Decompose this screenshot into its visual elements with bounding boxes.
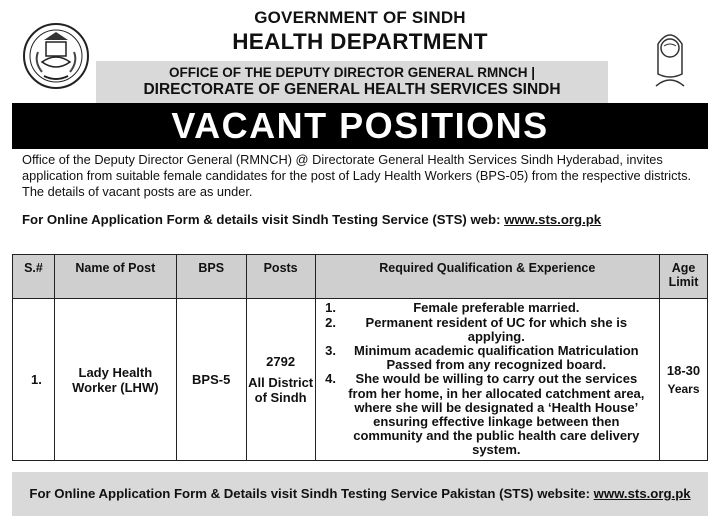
table-header-row (13, 255, 708, 299)
header-post: Name of Post (54, 255, 176, 299)
post-name-line-2: Worker (LHW) (72, 379, 159, 395)
header-bps: BPS (176, 255, 246, 299)
cell-bps: BPS-5 (176, 299, 246, 461)
list-item: 1. Female preferable married. (340, 301, 653, 315)
posts-line-1: All District (248, 375, 314, 390)
age-range: 18-30 (666, 363, 701, 378)
cell-post (54, 299, 176, 461)
online-application-note (22, 212, 712, 227)
post-name-line-1: Lady Health (78, 364, 153, 380)
footer-band (12, 472, 708, 516)
office-band (96, 61, 608, 103)
table-row (13, 299, 708, 461)
department-title: HEALTH DEPARTMENT (232, 29, 488, 54)
government-title: GOVERNMENT OF SINDH (254, 8, 466, 27)
posts-line-2: of Sindh (254, 390, 307, 405)
vacant-positions-banner: VACANT POSITIONS (12, 103, 708, 149)
cell-posts (246, 299, 315, 461)
list-item: 4. She would be willing to carry out the services from her home, in her allocated catchment area, where she will be designated a ‘Health House’ ensuring effective linkage between then community and the public health care delivery system. (340, 372, 653, 457)
sts-website-link[interactable]: www.sts.org.pk (504, 212, 602, 227)
footer-sts-link[interactable]: www.sts.org.pk (593, 486, 691, 501)
header-sno: S.# (13, 255, 55, 299)
cell-sno: 1. (13, 299, 55, 461)
age-unit: Years (667, 382, 700, 396)
vacancy-table (12, 254, 708, 461)
list-item: 3. Minimum academic qualification Matriculation Passed from any recognized board. (340, 344, 653, 372)
office-line-2: DIRECTORATE OF GENERAL HEALTH SERVICES SINDH (143, 81, 561, 98)
online-note-text: For Online Application Form & details visit Sindh Testing Service (STS) web: (22, 212, 505, 227)
list-item: 2. Permanent resident of UC for which she is applying. (340, 316, 653, 344)
cell-qualification (315, 299, 659, 461)
header-posts: Posts (246, 255, 315, 299)
footer-text: For Online Application Form & Details visit Sindh Testing Service Pakistan (STS) website: (29, 486, 594, 501)
posts-count: 2792 (266, 354, 296, 369)
office-line-1: OFFICE OF THE DEPUTY DIRECTOR GENERAL RMNCH | (168, 65, 536, 80)
intro-paragraph: Office of the Deputy Director General (RMNCH) @ Directorate General Health Services Sindh Hyderabad, invites application from suitable female candidates for the post of Lady Health Workers (BPS-05) from the respective districts. The details of vacant posts are as under. (22, 152, 692, 199)
qualification-list (320, 301, 653, 457)
header-qualification: Required Qualification & Experience (315, 255, 659, 299)
header-age: Age Limit (660, 255, 708, 299)
cell-age (660, 299, 708, 461)
